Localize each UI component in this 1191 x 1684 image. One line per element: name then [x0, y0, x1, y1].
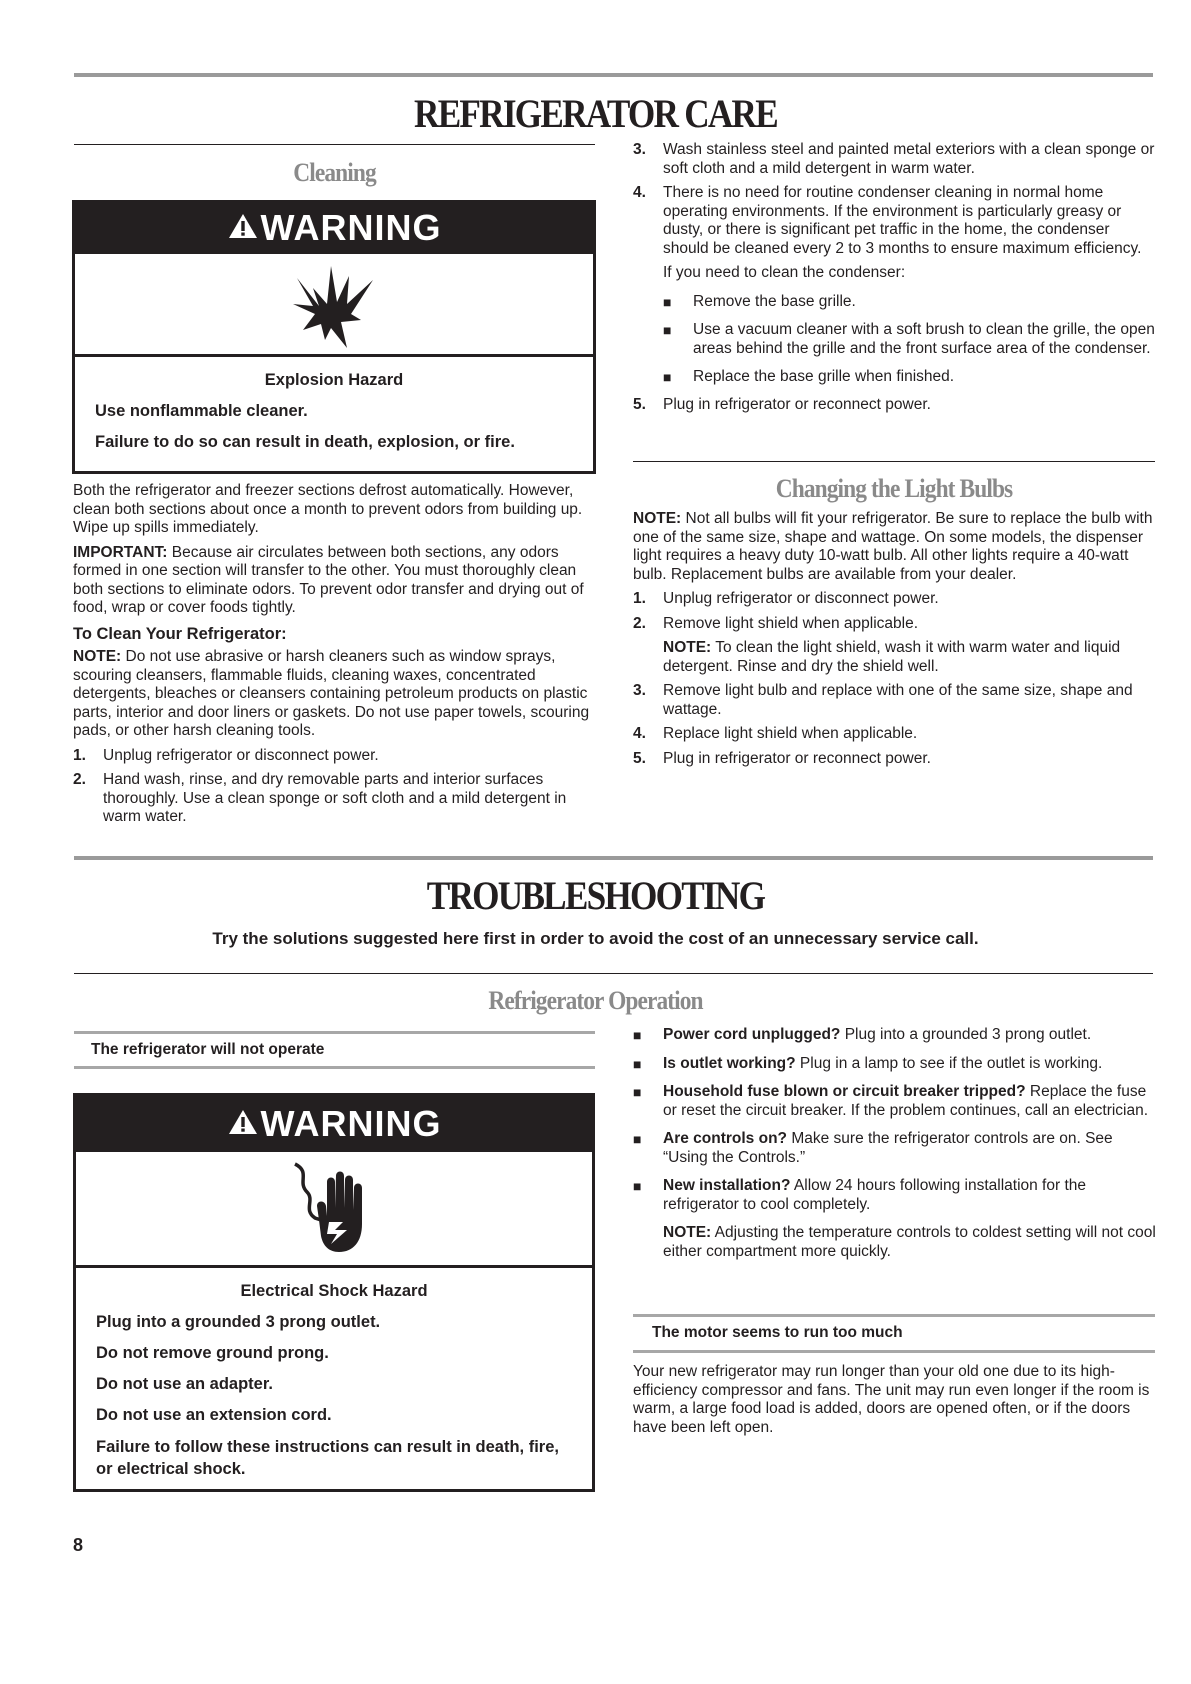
page-title-refrigerator-care: REFRIGERATOR CARE — [414, 91, 777, 136]
defrost-intro: Both the refrigerator and freezer sections defrost automatically. However, clean both sections about once a month to prevent odors from building up. Wipe up spills immediately. — [73, 482, 583, 536]
step-item — [633, 590, 1155, 609]
list-item-text: Replace the base grille when finished. — [693, 368, 955, 385]
check-answer: Allow 24 hours following installation for the refrigerator to cool completely. — [663, 1177, 1086, 1213]
warning-label: WARNING — [260, 1103, 442, 1144]
step-text: Unplug refrigerator or disconnect power. — [663, 590, 939, 607]
page-number: 8 — [73, 1535, 84, 1555]
motor-heading: The motor seems to run too much — [652, 1324, 903, 1341]
check-question: Household fuse blown or circuit breaker tripped? — [663, 1083, 1026, 1100]
step-item — [633, 725, 1155, 744]
operation-title: Refrigerator Operation — [488, 986, 703, 1015]
cleaning-text-column — [73, 482, 598, 827]
not-operate-heading: The refrigerator will not operate — [91, 1041, 325, 1058]
to-clean-heading: To Clean Your Refrigerator: — [73, 624, 287, 643]
troubleshooting-tagline: Try the solutions suggested here first in order to avoid the cost of an unnecessary service call. — [212, 929, 979, 948]
important-text: Because air circulates between both sections, any odors formed in one section will transfer to the other. You must thoroughly clean both sections to eliminate odors. To prevent odor transfer and drying out of food, wrap or cover foods tightly. — [73, 543, 584, 616]
list-item — [663, 368, 1155, 387]
operation-rule — [74, 973, 1153, 974]
shield-note-text: To clean the light shield, wash it with warm water and liquid detergent. Rinse and dry the shield well. — [663, 639, 1121, 675]
explosion-icon — [289, 337, 379, 354]
shock-hazard-title: Electrical Shock Hazard — [240, 1282, 428, 1300]
not-operate-bottom-rule — [74, 1066, 595, 1069]
check-answer: Plug into a grounded 3 prong outlet. — [840, 1026, 1092, 1043]
step-text: There is no need for routine condenser cleaning in normal home operating environments. If the environment is particularly greasy or dusty, or there is significant pet traffic in the home, the condenser should be cleaned every 2 to 3 months to ensure maximum efficiency. — [663, 184, 1142, 257]
list-item-text: Remove the base grille. — [693, 292, 856, 310]
step-number: 1. — [633, 590, 646, 607]
warning-line-4: Do not use an extension cord. — [96, 1406, 332, 1424]
step-text: Remove light bulb and replace with one of the same size, shape and wattage. — [663, 682, 1133, 718]
warning-line-1: Plug into a grounded 3 prong outlet. — [96, 1313, 381, 1331]
step-text: Remove light shield when applicable. — [663, 614, 919, 632]
step-number: 5. — [633, 395, 646, 413]
explosion-icon-area — [75, 251, 593, 357]
bulbs-note-text: Not all bulbs will fit your refrigerator. Be sure to replace the bulb with one of the same size, shape and wattage. On some models, the dispenser light requires a heavy duty 10-watt bulb. All other lights require a 40-watt bulb. Replacement bulbs are available from your dealer. — [633, 510, 1153, 583]
step-number: 5. — [633, 749, 646, 767]
step-item — [633, 750, 1155, 769]
check-question: New installation? — [663, 1177, 791, 1194]
cleaning-rule — [74, 144, 595, 145]
explosion-hazard-title: Explosion Hazard — [264, 371, 404, 389]
step-number: 3. — [633, 141, 646, 158]
list-item — [633, 1177, 1158, 1214]
top-rule — [74, 73, 1153, 77]
list-item-text: Use a vacuum cleaner with a soft brush to clean the grille, the open areas behind the grille and the front surface area of the condenser. — [693, 321, 1155, 357]
not-operate-top-rule — [74, 1031, 595, 1034]
bullet-square-icon: ■ — [663, 369, 672, 385]
check-question: Are controls on? — [663, 1130, 788, 1147]
bullet-square-icon: ■ — [633, 1055, 642, 1072]
bullet-square-icon: ■ — [633, 1084, 642, 1100]
step-text: Hand wash, rinse, and dry removable parts and interior surfaces thoroughly. Use a clean sponge or soft cloth and a mild detergent in warm water. — [103, 771, 567, 825]
explosion-warning-box — [72, 200, 596, 474]
shield-note-label: NOTE: — [663, 639, 712, 656]
list-item — [633, 1130, 1158, 1167]
warning-triangle-icon — [227, 203, 259, 253]
step-item — [633, 682, 1155, 719]
step-item — [73, 771, 598, 827]
step-number: 1. — [73, 746, 86, 764]
list-item — [663, 293, 1155, 312]
step-item — [633, 141, 1155, 178]
cleaner-note — [73, 648, 598, 741]
list-item — [633, 1026, 1158, 1045]
bullet-square-icon: ■ — [633, 1027, 642, 1043]
check-answer: Replace the fuse or reset the circuit breaker. If the problem continues, call an electrician. — [663, 1083, 1149, 1119]
step-number: 3. — [633, 682, 646, 699]
step-text: Plug in refrigerator or reconnect power. — [663, 395, 931, 413]
note-label: NOTE: — [73, 648, 122, 665]
motor-bottom-rule — [633, 1350, 1155, 1353]
shock-icon-area — [76, 1149, 592, 1268]
warning-line-5: Failure to follow these instructions can result in death, fire, or electrical shock. — [96, 1438, 559, 1478]
check-question: Power cord unplugged? — [663, 1026, 841, 1043]
step-number: 4. — [633, 725, 646, 742]
step-text: Unplug refrigerator or disconnect power. — [103, 746, 379, 764]
condenser-bullet-list — [633, 293, 1155, 387]
motor-top-rule — [633, 1314, 1155, 1317]
important-label: IMPORTANT: — [73, 543, 168, 561]
warning-line-1: Use nonflammable cleaner. — [95, 402, 308, 420]
bulbs-title: Changing the Light Bulbs — [775, 474, 1013, 503]
list-item — [633, 1083, 1158, 1120]
warning-line-3: Do not use an adapter. — [96, 1375, 273, 1393]
step-item — [73, 747, 598, 766]
shield-note — [633, 639, 1155, 676]
note-text: Do not use abrasive or harsh cleaners such as window sprays, scouring cleansers, flammable fluids, cleaning waxes, concentrated detergents, bleaches or cleansers containing petroleum products on plastic parts, interior and door liners or gaskets. Do not use paper towels, scouring pads, or other harsh cleaning tools. — [73, 648, 590, 739]
condenser-intro: If you need to clean the condenser: — [663, 264, 906, 281]
bulbs-rule — [633, 461, 1155, 462]
step-number: 2. — [633, 614, 646, 632]
check-answer: Plug in a lamp to see if the outlet is working. — [795, 1054, 1103, 1072]
page-title-troubleshooting: TROUBLESHOOTING — [426, 873, 765, 918]
bulbs-note-label: NOTE: — [633, 510, 682, 527]
bulbs-note — [633, 510, 1155, 584]
step-text: Plug in refrigerator or reconnect power. — [663, 749, 931, 767]
adjust-note-text: Adjusting the temperature controls to coldest setting will not cool either compartment more quickly. — [663, 1224, 1156, 1260]
warning-line-2: Failure to do so can result in death, explosion, or fire. — [95, 433, 515, 451]
warning-header — [75, 203, 593, 251]
care-right-column — [633, 141, 1155, 414]
operation-checks-column — [633, 1026, 1158, 1261]
adjust-note — [633, 1224, 1158, 1261]
step-item — [633, 184, 1155, 258]
step-item — [633, 396, 1155, 415]
troubleshooting-rule — [74, 856, 1153, 860]
shock-warning-box — [73, 1093, 595, 1492]
step-number: 4. — [633, 184, 646, 201]
list-item — [633, 1055, 1158, 1074]
electrical-shock-hand-icon — [289, 1247, 379, 1264]
check-question: Is outlet working? — [663, 1054, 796, 1072]
step-text: Wash stainless steel and painted metal exteriors with a clean sponge or soft cloth and a mild detergent in warm water. — [663, 141, 1155, 177]
check-answer: Make sure the refrigerator controls are on. See “Using the Controls.” — [663, 1130, 1113, 1166]
bullet-square-icon: ■ — [663, 293, 672, 310]
list-item — [663, 321, 1155, 358]
warning-line-2: Do not remove ground prong. — [96, 1344, 329, 1362]
bullet-square-icon: ■ — [663, 322, 672, 338]
step-number: 2. — [73, 771, 86, 788]
warning-label: WARNING — [260, 207, 442, 248]
motor-text: Your new refrigerator may run longer than your old one due to its high-efficiency compressor and fans. The unit may run even longer if the room is warm, a large food load is added, doors are opened often, or if the doors have been left open. — [633, 1363, 1150, 1436]
bullet-square-icon: ■ — [633, 1131, 642, 1147]
warning-triangle-icon — [227, 1096, 259, 1151]
bulbs-text-column — [633, 510, 1155, 768]
bullet-square-icon: ■ — [633, 1178, 642, 1194]
cleaning-title: Cleaning — [293, 158, 376, 187]
adjust-note-label: NOTE: — [663, 1224, 712, 1241]
step-text: Replace light shield when applicable. — [663, 725, 918, 742]
important-paragraph — [73, 544, 598, 618]
step-item — [633, 615, 1155, 634]
warning-header — [76, 1096, 592, 1149]
